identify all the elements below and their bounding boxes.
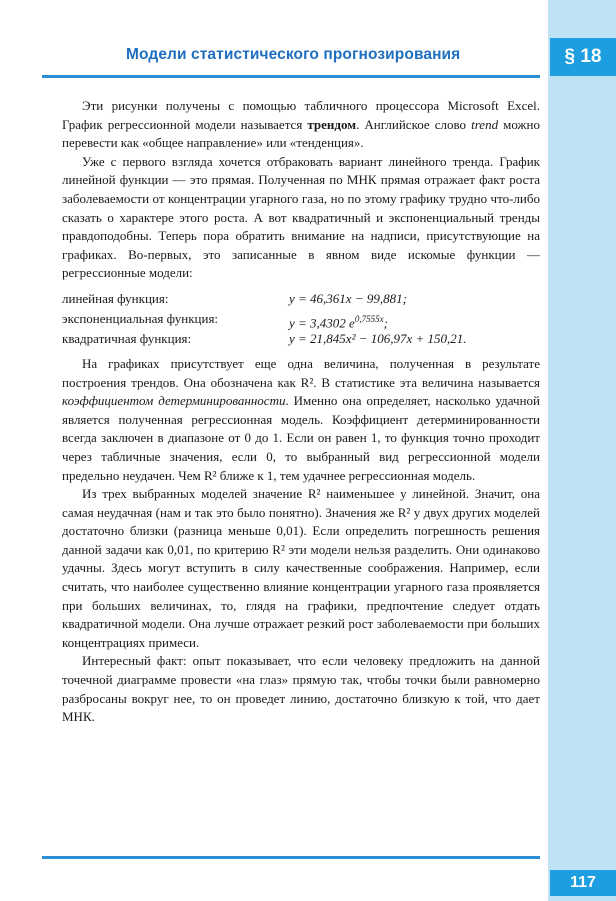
p1-text-c: . Английское слово	[356, 116, 472, 132]
word-trend: trend	[471, 116, 499, 132]
section-number-badge: § 18	[550, 38, 616, 76]
header-divider	[42, 75, 540, 78]
term-trend: трендом	[307, 116, 357, 132]
paragraph-1	[62, 97, 540, 153]
formula-name: квадратичная функция:	[62, 330, 192, 346]
formula-row-linear	[62, 289, 540, 309]
p1-text-e: можно перевести как «общее направление» или «тенденция».	[62, 116, 540, 151]
formula-name: экспоненциальная функция:	[62, 310, 219, 326]
paragraph-3	[62, 355, 540, 485]
formula-exponent: 0,7555x	[354, 313, 384, 324]
page-body	[62, 97, 540, 727]
formula-expression	[289, 309, 388, 329]
term-determination-coefficient: коэффициентом детерминированности	[62, 393, 286, 409]
side-margin-bar	[548, 0, 616, 901]
footer-divider	[42, 856, 540, 859]
formula-expression: y = 21,845x² − 106,97x + 150,21.	[289, 330, 467, 346]
formula-tail: ;	[383, 315, 388, 331]
page-number: 117	[550, 870, 616, 896]
p1-text-a: Эти рисунки получены с помощью табличного процессора Microsoft Excel. График регрессионной модели называется	[62, 98, 540, 132]
p3-text-a: На графиках присутствует еще одна величина, полученная в результате построения трендов. Она обозначена как R². В статистике эта величина называется	[62, 355, 540, 390]
formula-name: линейная функция:	[62, 290, 169, 306]
p3-text-c: . Именно она определяет, насколько удачной является полученная регрессионная модель. Коэффициент детерминированности всегда заключен в диапазоне от 0 до 1. Если он равен 1, то функция точно проходит через табличные значения, если 0, то выбранный вид регрессионной модели предельно неудачен. Чем R² ближе к 1, тем удачнее регрессионная модель.	[62, 393, 540, 483]
running-header-title: Модели статистического прогнозирования	[126, 46, 461, 63]
formula-base: y = 3,4302 e	[289, 315, 355, 331]
formula-row-exponential	[62, 309, 540, 329]
paragraph-4: Из трех выбранных моделей значение R² наименьшее у линейной. Значит, она самая неудачная (нам и так это было понятно). Значения же R² у двух других моделей достаточно близки (разница меньше 0,01). Если определить погрешность решения данной задачи как 0,01, по критерию R² эти модели нельзя разделить. Они одинаково удачны. Здесь могут вступить в силу качественные соображения. Например, если считать, что наиболее существенно влияние концентрации угарного газа проявляется при больших величинах, то, глядя на графики, предпочтение следует отдать квадратичной модели. Она лучше отражает резкий рост заболеваемости при больших концентрациях примеси.	[62, 486, 540, 650]
formula-expression: y = 46,361x − 99,881;	[289, 290, 407, 306]
paragraph-5: Интересный факт: опыт показывает, что если человеку предложить на данной точечной диаграмме провести «на глаз» прямую так, чтобы точки были равномерно разбросаны вокруг нее, то он проведет линию, достаточно близкую к той, что дает МНК.	[62, 653, 540, 725]
formula-row-quadratic	[62, 329, 540, 349]
regression-formulas	[62, 289, 540, 349]
paragraph-2: Уже с первого взгляда хочется отбраковать вариант линейного тренда. График линейной функции — это прямая. Полученная по МНК прямая отражает факт роста заболеваемости от концентрации угарного газа, но по этому графику трудно что-либо сказать о характере этого роста. А вот квадратичный и экспоненциальный тренды правдоподобны. Теперь пора обратить внимание на надписи, присутствующие на графиках. Во-первых, это записанные в явном виде искомые функции — регрессионные модели:	[62, 153, 540, 281]
